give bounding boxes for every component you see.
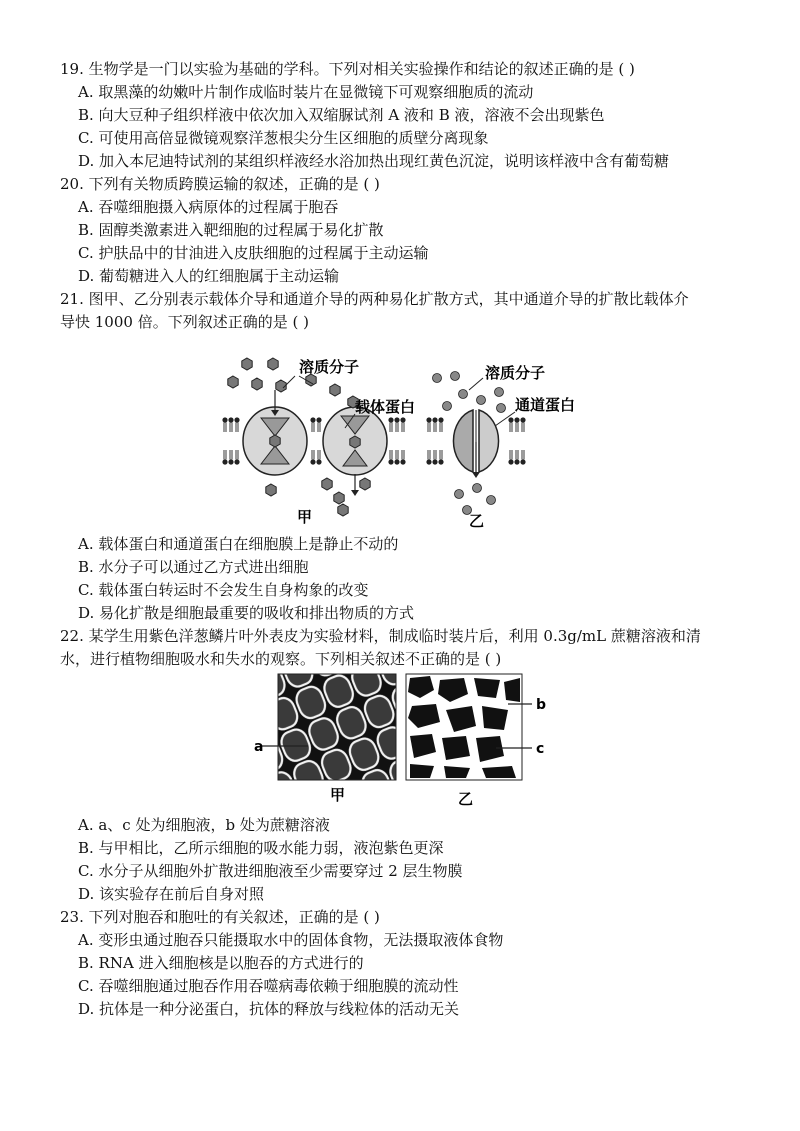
q22-figure xyxy=(250,672,560,812)
q20-option-b: B. 固醇类激素进入靶细胞的过程属于易化扩散 xyxy=(78,221,384,239)
q19-stem: 19. 生物学是一门以实验为基础的学科。下列对相关实验操作和结论的叙述正确的是 ( ) xyxy=(60,60,635,78)
label-a: a xyxy=(254,739,264,755)
q23-stem: 23. 下列对胞吞和胞吐的有关叙述，正确的是 ( ) xyxy=(60,908,380,926)
channel-protein xyxy=(453,410,498,478)
q23-option-d: D. 抗体是一种分泌蛋白，抗体的释放与线粒体的活动无关 xyxy=(78,1000,460,1018)
label-channel-protein: 通道蛋白 xyxy=(515,396,576,414)
q19-option-b: B. 向大豆种子组织样液中依次加入双缩脲试剂 A 液和 B 液，溶液不会出现紫色 xyxy=(78,106,605,124)
q21-figure xyxy=(215,350,595,530)
q19-option-c: C. 可使用高倍显微镜观察洋葱根尖分生区细胞的质壁分离现象 xyxy=(78,129,489,147)
q22-option-d: D. 该实验存在前后自身对照 xyxy=(78,885,265,903)
label-solute-left: 溶质分子 xyxy=(299,358,360,376)
q23-option-b: B. RNA 进入细胞核是以胞吞的方式进行的 xyxy=(78,954,364,972)
q22-stem-line1: 22. 某学生用紫色洋葱鳞片叶外表皮为实验材料，制成临时装片后，利用 0.3g/mL 蔗糖溶液和清 xyxy=(60,627,701,645)
q22-stem-line2: 水，进行植物细胞吸水和失水的观察。下列相关叙述不正确的是 ( ) xyxy=(60,650,502,668)
caption-right: 乙 xyxy=(469,512,485,530)
q21-stem-line2: 导快 1000 倍。下列叙述正确的是 ( ) xyxy=(60,313,309,331)
q21-option-d: D. 易化扩散是细胞最重要的吸收和排出物质的方式 xyxy=(78,604,415,622)
q21-option-b: B. 水分子可以通过乙方式进出细胞 xyxy=(78,558,309,576)
q23-option-a: A. 变形虫通过胞吞只能摄取水中的固体食物，无法摄取液体食物 xyxy=(78,931,504,949)
q20-option-c: C. 护肤品中的甘油进入皮肤细胞的过程属于主动运输 xyxy=(78,244,429,262)
q19-option-d: D. 加入本尼迪特试剂的某组织样液经水浴加热出现红黄色沉淀，说明该样液中含有葡萄糖 xyxy=(78,152,670,170)
q20-stem: 20. 下列有关物质跨膜运输的叙述，正确的是 ( ) xyxy=(60,175,380,193)
q19-option-a: A. 取黑藻的幼嫩叶片制作成临时装片在显微镜下可观察细胞质的流动 xyxy=(78,83,534,101)
q20-option-a: A. 吞噬细胞摄入病原体的过程属于胞吞 xyxy=(78,198,339,216)
caption-left: 甲 xyxy=(330,786,346,804)
q21-stem-line1: 21. 图甲、乙分别表示载体介导和通道介导的两种易化扩散方式，其中通道介导的扩散比载体介 xyxy=(60,290,689,308)
q22-option-b: B. 与甲相比，乙所示细胞的吸水能力弱，液泡紫色更深 xyxy=(78,839,444,857)
micrograph-left xyxy=(278,674,396,780)
label-solute-right: 溶质分子 xyxy=(485,364,546,382)
label-carrier-protein: 载体蛋白 xyxy=(355,398,416,416)
q23-option-c: C. 吞噬细胞通过胞吞作用吞噬病毒依赖于细胞膜的流动性 xyxy=(78,977,459,995)
q22-option-c: C. 水分子从细胞外扩散进细胞液至少需要穿过 2 层生物膜 xyxy=(78,862,463,880)
q21-option-c: C. 载体蛋白转运时不会发生自身构象的改变 xyxy=(78,581,369,599)
q21-option-a: A. 载体蛋白和通道蛋白在细胞膜上是静止不动的 xyxy=(78,535,399,553)
q22-option-a: A. a、c 处为细胞液，b 处为蔗糖溶液 xyxy=(78,816,330,834)
label-b: b xyxy=(536,697,547,713)
carrier-protein-1 xyxy=(243,390,307,475)
q20-option-d: D. 葡萄糖进入人的红细胞属于主动运输 xyxy=(78,267,340,285)
caption-right: 乙 xyxy=(458,790,474,808)
micrograph-right xyxy=(406,674,522,780)
label-c: c xyxy=(536,741,545,757)
caption-left: 甲 xyxy=(297,508,313,526)
